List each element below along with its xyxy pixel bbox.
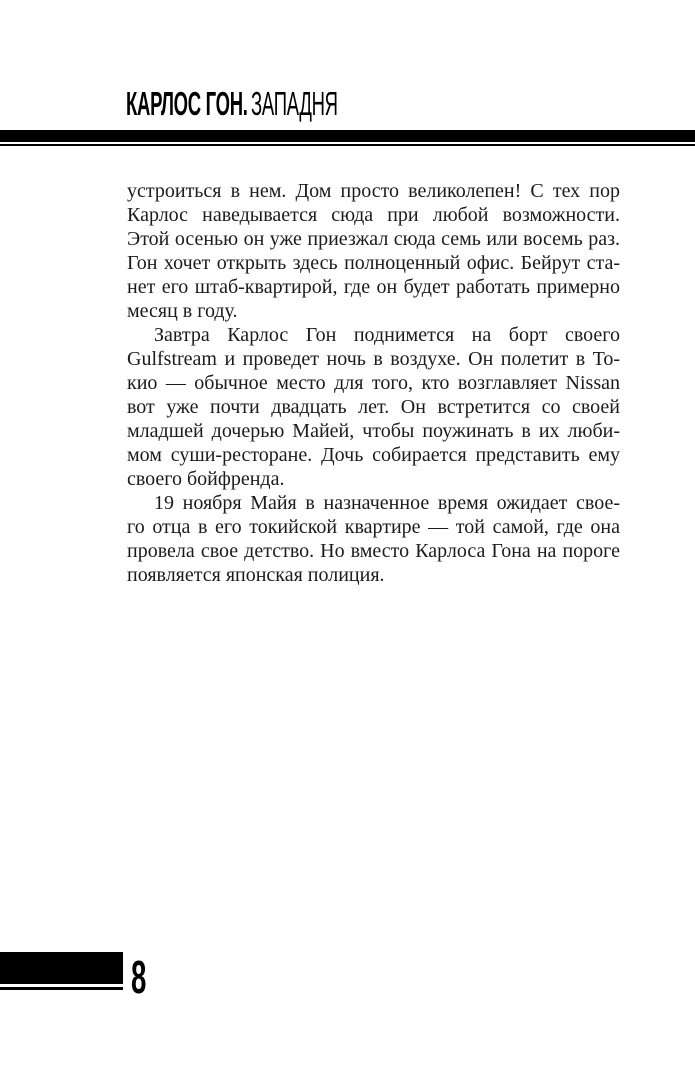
text-line: Завтра Карлос Гон поднимется на борт своего — [154, 324, 620, 346]
text-line: Карлос наведывается сюда при любой возможности. — [127, 204, 620, 226]
footer-bar-line — [0, 987, 123, 990]
text-line: устроиться в нем. Дом просто великолепен! С тех пор — [127, 180, 620, 202]
footer-bar — [0, 952, 123, 990]
page-number: 8 — [131, 951, 147, 1003]
header-rule-thin — [0, 144, 695, 146]
book-title — [126, 87, 338, 120]
text-line: мом суши-ресторане. Дочь собирается представить ему — [127, 444, 620, 466]
header-rule — [0, 130, 695, 146]
text-line: нет его штаб-квартирой, где он будет работать примерно — [127, 276, 620, 298]
text-line: вот уже почти двадцать лет. Он встретится со своей — [127, 396, 620, 418]
header-rule-thick — [0, 130, 695, 142]
text-line: го отца в его токийской квартире — той самой, где она — [127, 516, 620, 538]
book-title-author: КАРЛОС ГОН. — [126, 85, 248, 122]
text-line: провела свое детство. Но вместо Карлоса Гона на пороге — [127, 540, 620, 562]
text-line: Gulfstream и проведет ночь в воздухе. Он полетит в То- — [127, 348, 620, 370]
text-line: 19 ноября Майя в назначенное время ожидает свое- — [154, 492, 620, 514]
text-line: своего бойфренда. — [127, 468, 285, 490]
text-line: младшей дочерью Майей, чтобы поужинать в их люби- — [127, 420, 620, 442]
text-line: Гон хочет открыть здесь полноценный офис. Бейрут ста- — [127, 252, 620, 274]
page-text — [127, 179, 620, 587]
text-line: месяц в году. — [127, 300, 238, 322]
text-line: Этой осенью он уже приезжал сюда семь или восемь раз. — [127, 228, 620, 250]
book-title-name: ЗАПАДНЯ — [250, 85, 338, 122]
footer-bar-main — [0, 952, 123, 984]
text-line: кио — обычное место для того, кто возглавляет Nissan — [127, 372, 620, 394]
text-line: появляется японская полиция. — [127, 564, 385, 586]
